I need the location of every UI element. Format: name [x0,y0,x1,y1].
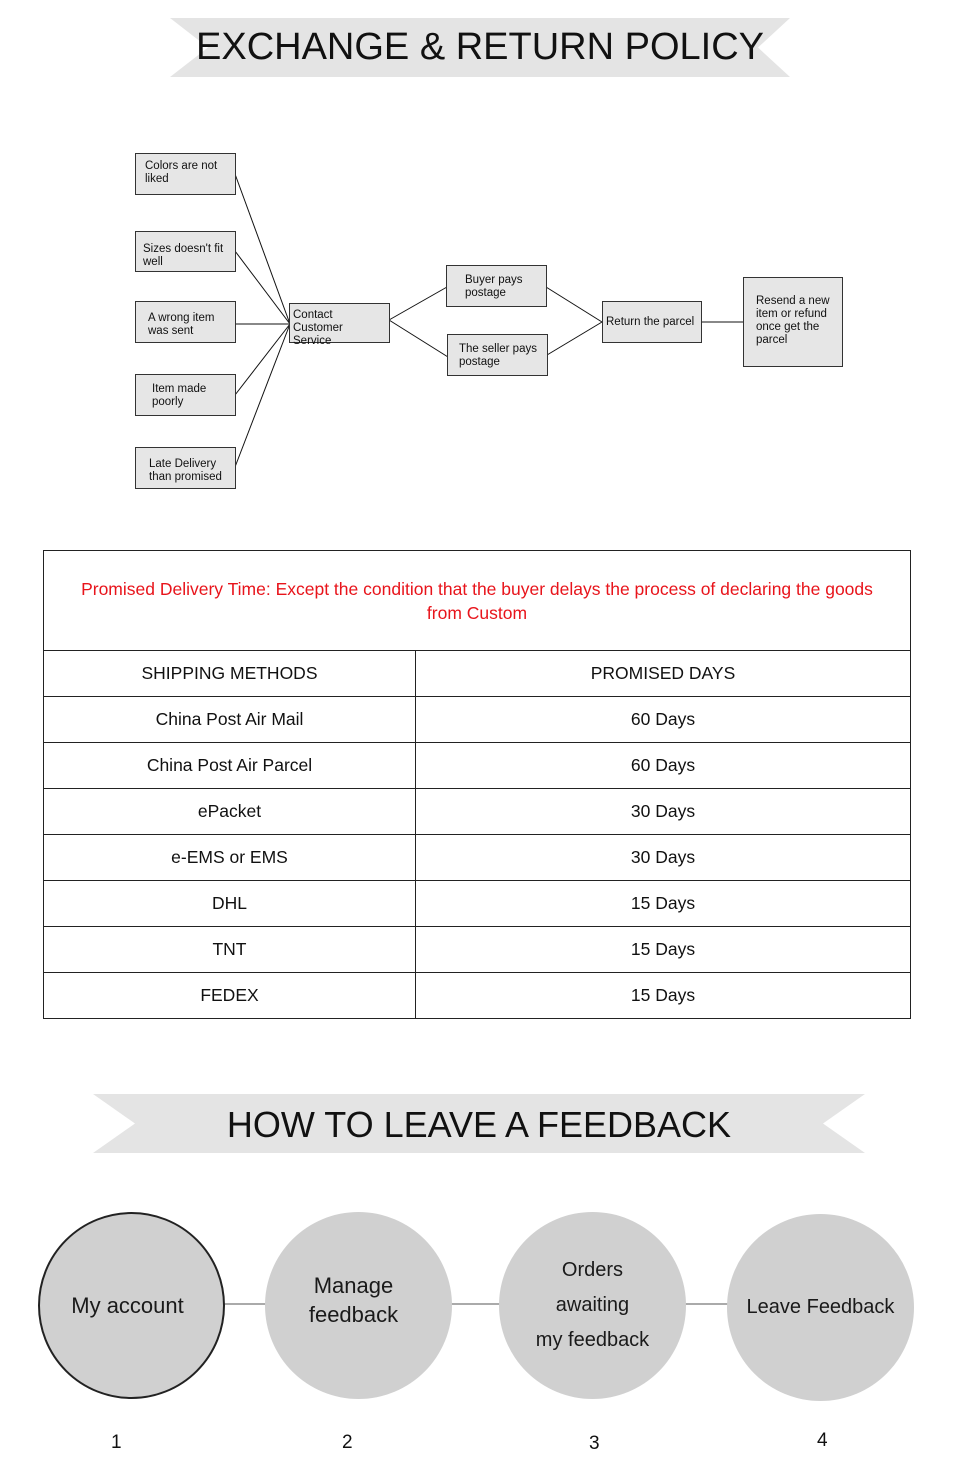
step-number: 4 [817,1430,828,1451]
method-cell: FEDEX [44,973,416,1019]
step-my-account-circle [38,1212,225,1399]
step-leave-feedback-circle [727,1214,914,1401]
resend-or-refund-box: Resend a new item or refund once get the parcel [743,277,843,367]
promised-delivery-note: Promised Delivery Time: Except the condition that the buyer delays the process of declaring the goods from Custom [44,551,911,651]
reason-colors-box: Colors are not liked [135,153,236,195]
return-parcel-box: Return the parcel [602,301,702,343]
step-orders-awaiting-circle [499,1212,686,1399]
contact-customer-service-box: Contact Customer Service [289,303,390,343]
step-label: My account [71,1292,184,1318]
reason-poor-quality-box: Item made poorly [135,374,236,416]
reason-sizes-box: Sizes doesn't fit well [135,231,236,272]
days-cell: 15 Days [416,881,911,927]
reason-late-delivery-box: Late Delivery than promised [135,447,236,489]
step-label: Orders awaiting my feedback [535,1259,650,1351]
buyer-pays-postage-box: Buyer pays postage [446,265,547,307]
reason-wrong-item-box: A wrong item was sent [135,301,236,343]
shipping-methods-header: SHIPPING METHODS [44,651,416,697]
step-manage-feedback-circle [265,1212,452,1399]
seller-pays-postage-box: The seller pays postage [447,334,548,376]
days-cell: 15 Days [416,973,911,1019]
step-label: Leave Feedback [746,1296,895,1318]
method-cell: TNT [44,927,416,973]
method-cell: China Post Air Mail [44,697,416,743]
method-cell: DHL [44,881,416,927]
step-number: 3 [589,1433,600,1454]
days-cell: 60 Days [416,743,911,789]
days-cell: 15 Days [416,927,911,973]
method-cell: e-EMS or EMS [44,835,416,881]
feedback-title: HOW TO LEAVE A FEEDBACK [226,1104,732,1145]
method-cell: China Post Air Parcel [44,743,416,789]
step-number: 2 [342,1432,353,1453]
exchange-title: EXCHANGE & RETURN POLICY [196,26,764,68]
days-cell: 30 Days [416,789,911,835]
step-label: Manage feedback [308,1272,399,1327]
method-cell: ePacket [44,789,416,835]
promised-days-header: PROMISED DAYS [416,651,911,697]
days-cell: 60 Days [416,697,911,743]
days-cell: 30 Days [416,835,911,881]
step-number: 1 [111,1432,122,1453]
